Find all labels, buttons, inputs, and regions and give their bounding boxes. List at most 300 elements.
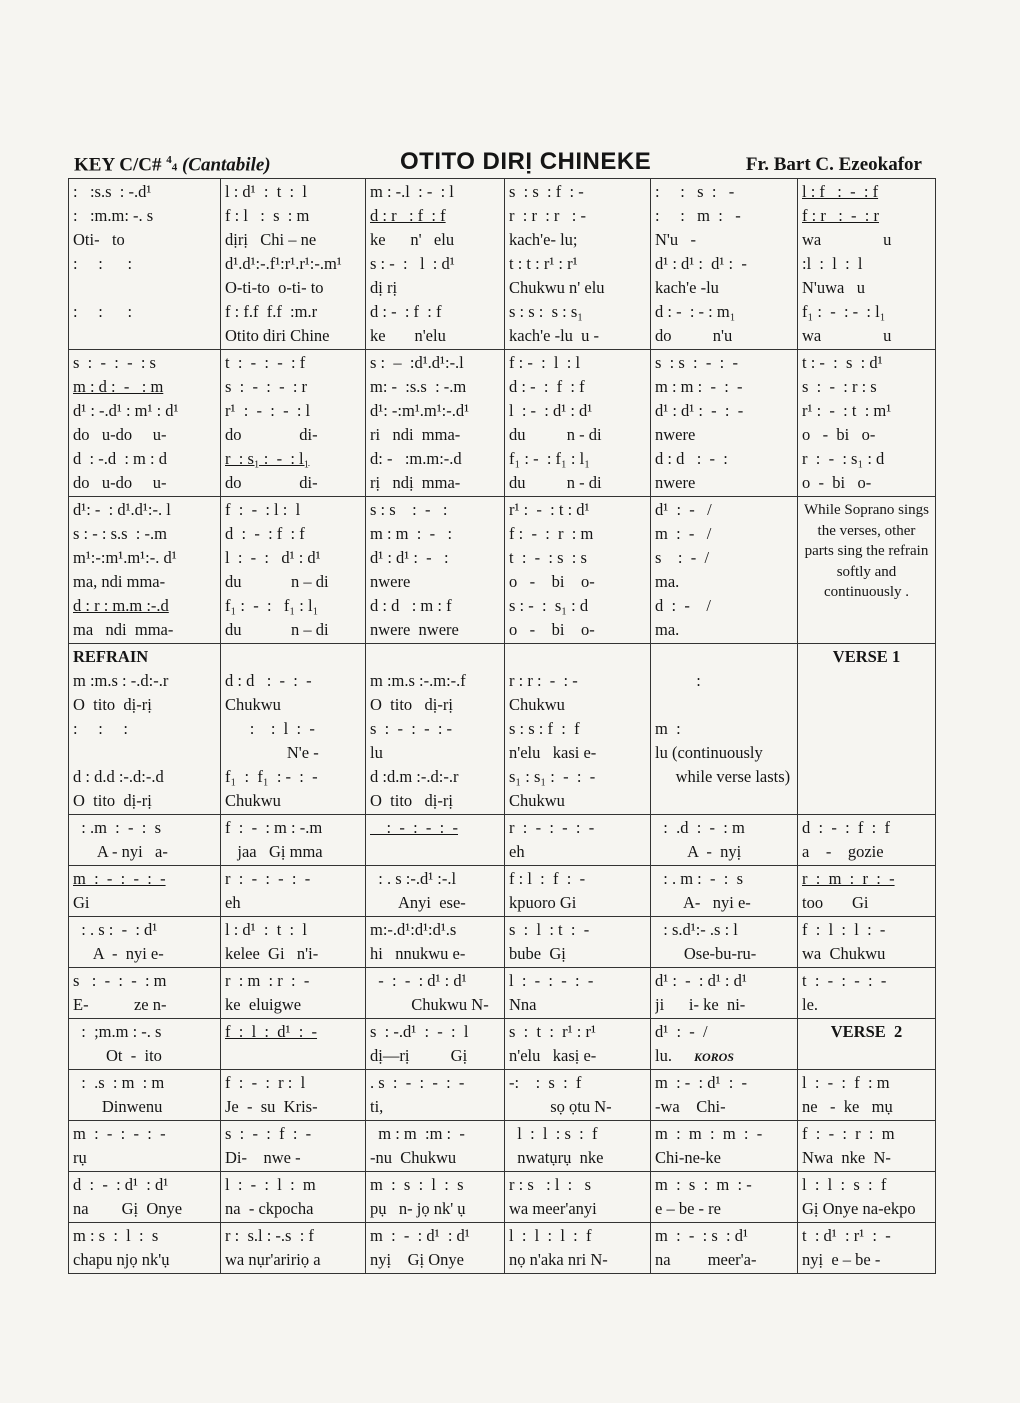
score-cell [798,1070,936,1121]
score-row [69,1019,936,1070]
solfa-line: s : - : - : r [225,377,308,396]
score-cell [221,1019,366,1070]
solfa-line: : :s.s : -.d¹ [73,182,152,201]
solfa-line: m : m : m : - [655,1124,763,1143]
solfa-line: du n - di [509,473,602,492]
solfa-line: : . s :-.d¹ :-.l [370,869,457,888]
section-heading: REFRAIN [73,647,149,666]
solfa-line: m : - : d¹ : - [655,1073,748,1092]
solfa-line: Di- nwe - [225,1148,301,1167]
score-cell [69,1070,221,1121]
solfa-line: d¹ : -.d¹ : m¹ : d¹ [73,401,179,420]
solfa-line [370,645,500,669]
solfa-line: wa nụr'aririọ a [225,1250,321,1269]
score-cell [651,350,798,497]
score-cell [505,815,651,866]
score-cell [505,1223,651,1274]
solfa-line: f : - : r : m [509,524,594,543]
solfa-line: . s : - : - : - [370,1073,465,1092]
score-cell [505,1070,651,1121]
solfa-line: : : m : - [655,206,741,225]
solfa-line: Chukwu [509,791,565,810]
score-cell [221,1121,366,1172]
solfa-line: f : l : d¹ : - [225,1022,318,1041]
solfa-line: r¹ : - : t : m¹ [802,401,892,420]
solfa-line: wa u [802,326,892,345]
score-cell [69,1223,221,1274]
score-cell [221,968,366,1019]
score-cell [651,1070,798,1121]
score-cell [69,866,221,917]
solfa-line: s : - : s₁ : d [509,596,589,615]
solfa-line: : .s : m : m [73,1073,165,1092]
solfa-line: s : s : - : [370,500,448,519]
solfa-line [73,324,216,348]
solfa-line: f : l : f : - [509,869,586,888]
solfa-line: rụ [73,1148,87,1167]
score-cell [798,350,936,497]
solfa-line: Gị Onye na-ekpo [802,1199,916,1218]
solfa-line: O tito dị-rị [73,695,152,714]
solfa-line: A- nyi e- [655,893,751,912]
solfa-line: kelee Gi n'i- [225,944,319,963]
solfa-line: d¹ : d¹ : - : [370,548,449,567]
solfa-line: n'elu kasị e- [509,1046,597,1065]
solfa-line: m¹:-:m¹.m¹:-. d¹ [73,548,177,567]
solfa-line: while verse lasts) [655,767,791,786]
solfa-line: d :d.m :-.d:-.r [370,767,459,786]
solfa-line: m: - :s.s : -.m [370,377,467,396]
solfa-line: m : s : m : - [655,1175,752,1194]
score-row [69,1121,936,1172]
solfa-line: A - nyị [655,842,742,861]
solfa-line: ke n'elu [370,326,446,345]
solfa-line: s : - : s.s : -.m [73,524,167,543]
solfa-line: du n – di [225,620,329,639]
solfa-line: : : : [73,302,133,321]
solfa-line: l : d¹ : t : l [225,920,307,939]
solfa-line: : : : [73,254,133,273]
solfa-line: f : - : r : l [225,1073,306,1092]
score-row [69,1172,936,1223]
solfa-line: lu. KOROS [655,1046,734,1065]
solfa-line: l : l : s : f [509,1124,598,1143]
solfa-line: f₁ : - : f₁ : l₁ [509,449,590,468]
solfa-line: Chukwu [509,695,565,714]
solfa-line: r : - : - : - [509,818,595,837]
solfa-line: Dinwenu [73,1097,163,1116]
solfa-line: kach'e -lu [655,278,719,297]
score-row [69,866,936,917]
score-cell [651,1223,798,1274]
solfa-line: wa Chukwu [802,944,886,963]
solfa-line: r : s.l : -.s : f [225,1226,314,1245]
solfa-line: d : d : - : - [225,671,312,690]
solfa-line: do di- [225,473,318,492]
solfa-line: m : m : - : - [655,377,743,396]
solfa-line: O tito dị-rị [73,791,152,810]
section-heading: VERSE 1 [832,647,901,666]
solfa-line: d : r : f : f [370,206,446,225]
solfa-line: m : - : - : - [73,1124,166,1143]
solfa-line: do u-do u- [73,425,167,444]
score-row [69,350,936,497]
solfa-line: l : l : l : f [509,1226,592,1245]
score-cell [69,644,221,815]
score-cell [221,179,366,350]
score-cell [651,1121,798,1172]
solfa-line: dị rị [370,278,398,297]
solfa-line: dịrị Chi – ne [225,230,317,249]
solfa-line: f₁ : - : - : l₁ [802,302,886,321]
score-cell [221,815,366,866]
score-cell [366,497,505,644]
solfa-line: eh [509,842,525,861]
solfa-line: f : - : l : l [225,500,301,519]
solfa-line: d : d.d :-.d:-.d [73,767,164,786]
score-cell [221,350,366,497]
solfa-line: s : - : r : s [802,377,877,396]
solfa-line: Nna [509,995,537,1014]
solfa-line: ma ndi mma- [73,620,174,639]
solfa-line [509,645,646,669]
solfa-line: t : - : - : f [225,353,306,372]
score-cell [69,968,221,1019]
solfa-line: s : s : f : f [509,719,580,738]
solfa-line: m : - : - : - [73,869,166,888]
score-cell [798,497,936,644]
score-cell [651,1019,798,1070]
solfa-line: f : - : r : m [802,1124,895,1143]
solfa-line: n'elu kasi e- [509,743,597,762]
solfa-line: f : f.f f.f :m.r [225,302,318,321]
score-cell [798,866,936,917]
solfa-line: s : l : t : - [509,920,590,939]
score-cell [366,1019,505,1070]
solfa-line: : : l : - [225,719,315,738]
score-cell [651,179,798,350]
score-cell [651,815,798,866]
score-cell [798,1121,936,1172]
solfa-line: : .m : - : s [73,818,162,837]
score-cell [505,497,651,644]
solfa-line: m :m.s : -.d:-.r [73,671,169,690]
solfa-line: Otito diri Chine [225,326,330,345]
solfa-line: d : - : f : f [225,524,305,543]
solfa-line: Chukwu n' elu [509,278,605,297]
score-row [69,1070,936,1121]
solfa-line: l : - : d¹ : d¹ [509,401,593,420]
score-cell [221,644,366,815]
solfa-line: s : - : f : - [225,1124,312,1143]
score-cell [651,644,798,815]
solfa-line [225,645,361,669]
solfa-line: t : - : - : - [802,971,887,990]
solfa-line: N'u - [655,230,697,249]
solfa-line: nwere [655,473,696,492]
solfa-line: -: : s : f [509,1073,582,1092]
score-cell [505,350,651,497]
section-heading: VERSE 2 [830,1022,903,1041]
solfa-line: d¹.d¹:-.f¹:r¹.r¹:-.m¹ [225,254,342,273]
solfa-line: m : - : s : d¹ [655,1226,748,1245]
solfa-line [73,276,216,300]
solfa-line: r : r : - : - [509,671,578,690]
solfa-line: : . s : - : d¹ [73,920,158,939]
score-cell [221,917,366,968]
solfa-line: Gi [73,893,90,912]
solfa-line: s : t : r¹ : r¹ [509,1022,596,1041]
solfa-line: d¹ : d¹ : d¹ : - [655,254,747,273]
solfa-line: r : - : s₁ : d [802,449,885,468]
solfa-line: - : - : d¹ : d¹ [370,971,467,990]
score-cell [505,917,651,968]
solfa-line: Ose-bu-ru- [655,944,757,963]
solfa-line: m : [655,719,681,738]
solfa-line: -wa Chi- [655,1097,726,1116]
solfa-line: jaa Gị mma [225,842,323,861]
solfa-line: O-ti-to o-ti- to [225,278,324,297]
solfa-line: dị—rị Gị [370,1046,468,1065]
solfa-line: Chukwu N- [370,995,489,1014]
solfa-line: : .d : - : m [655,818,745,837]
score-cell [798,968,936,1019]
solfa-line: l : l : s : f [802,1175,887,1194]
solfa-line: N'e - [225,743,319,762]
score-cell [366,866,505,917]
solfa-line: Anyi ese- [370,893,466,912]
solfa-line: e – be - re [655,1199,721,1218]
solfa-line: m : - : d¹ : d¹ [370,1226,470,1245]
solfa-line: hi nnukwu e- [370,944,466,963]
solfa-line: nwatụrụ nke [509,1148,604,1167]
score-cell [651,497,798,644]
solfa-line: lu [370,743,383,762]
solfa-line: m : - / [655,524,712,543]
solfa-line: o - bi o- [509,620,595,639]
score-cell [221,1223,366,1274]
solfa-line: m : m : - : [370,524,453,543]
solfa-line: ri ndi mma- [370,425,461,444]
solfa-line: wa u [802,230,892,249]
score-cell [505,1019,651,1070]
solfa-line: f₁ : f₁ : - : - [225,767,318,786]
score-cell [366,1172,505,1223]
score-cell [798,179,936,350]
score-cell [366,350,505,497]
solfa-line: s : - / [655,548,710,567]
solfa-line: na - ckpocha [225,1199,314,1218]
solfa-line: kach'e- lu; [509,230,578,249]
header [72,146,934,180]
score-cell [366,1223,505,1274]
solfa-line: ke eluigwe [225,995,302,1014]
solfa-line: : : : [73,719,129,738]
solfa-line: s : s : - : - [655,353,738,372]
score-cell [798,644,936,815]
solfa-line: too Gi [802,893,869,912]
solfa-line: le. [802,995,819,1014]
score-cell [798,1172,936,1223]
solfa-line: r¹ : - : t : d¹ [509,500,590,519]
solfa-line: m : d : - : m [73,377,164,396]
solfa-line: ti, [370,1097,384,1116]
solfa-line: wa meer'anyi [509,1199,597,1218]
solfa-line: na Gị Onye [73,1199,183,1218]
solfa-line: ma. [655,620,680,639]
score-row [69,497,936,644]
score-row [69,968,936,1019]
score-cell [366,815,505,866]
solfa-line: r : r : r : - [509,206,586,225]
solfa-line: d¹: -:m¹.m¹:-.d¹ [370,401,470,420]
solfa-line: d : - : f : f [370,302,442,321]
score-cell [798,815,936,866]
solfa-line: d¹ : - / [655,1022,708,1041]
solfa-line: ma. [655,572,680,591]
solfa-line: f : l : s : m [225,206,310,225]
solfa-line: f₁ : - : f₁ : l₁ [225,596,319,615]
solfa-line: d : - : d¹ : d¹ [73,1175,169,1194]
score-cell [69,815,221,866]
solfa-line: : s.d¹:- .s : l [655,920,738,939]
solfa-line: O tito dị-rị [370,791,453,810]
solfa-line: d : d : - : [655,449,728,468]
solfa-line: A - nyi e- [73,944,164,963]
solfa-line: do di- [225,425,318,444]
score-cell [221,1172,366,1223]
solfa-line: sọ ọtu N- [509,1097,612,1116]
koros-label: KOROS [693,1050,734,1064]
solfa-line: d : - : - : m₁ [655,302,736,321]
solfa-line: : ;m.m : -. s [73,1022,162,1041]
score-cell [366,917,505,968]
score-cell [69,917,221,968]
solfa-line: l : - : - : - [509,971,594,990]
solfa-line: d¹: - : d¹.d¹:-. l [73,500,171,519]
score-cell [366,179,505,350]
solfa-line [655,645,793,669]
solfa-line: s : – :d¹.d¹:-.l [370,353,464,372]
solfa-line: d¹ : - : d¹ : d¹ [655,971,747,990]
solfa-line: ma, ndi mma- [73,572,166,591]
score-cell [69,350,221,497]
score-row [69,179,936,350]
score-cell [798,1223,936,1274]
solfa-line: r : - : - : - [225,869,311,888]
solfa-line: s : s : f : - [509,182,584,201]
solfa-line: s : s : s : s₁ [509,302,584,321]
score-cell [505,866,651,917]
solfa-line: nyị e – be - [802,1250,881,1269]
solfa-line: Chukwu [225,791,281,810]
solfa-line: o - bi o- [802,425,876,444]
solfa-line: r : m : r : - [802,869,895,888]
solfa-line [655,693,793,717]
solfa-line: du n – di [225,572,329,591]
solfa-line: nwere [370,572,411,591]
solfa-line: -nu Chukwu [370,1148,457,1167]
solfa-line: : [655,671,701,690]
solfa-line: d¹ : - / [655,500,712,519]
solfa-line: : :m.m: -. s [73,206,154,225]
solfa-line: Oti- to [73,230,125,249]
solfa-line: kpuoro Gi [509,893,577,912]
solfa-line: d : - / [655,596,711,615]
solfa-line: O tito dị-rị [370,695,453,714]
solfa-line: E- ze n- [73,995,167,1014]
solfa-line: nyị Gị Onye [370,1250,464,1269]
score-cell [505,968,651,1019]
solfa-line: kach'e -lu u - [509,326,600,345]
score-row [69,644,936,815]
solfa-line: Ot - ito [73,1046,162,1065]
solfa-line: ne - ke mụ [802,1097,893,1116]
solfa-line: l : - : l : m [225,1175,316,1194]
solfa-line: m : m :m : - [370,1124,465,1143]
solfa-line: Je - su Kris- [225,1097,318,1116]
solfa-line: r¹ : - : - : l [225,401,311,420]
solfa-line: l : d¹ : t : l [225,182,307,201]
solfa-line: ji i- ke ni- [655,995,746,1014]
solfa-line: m : -.l : - : l [370,182,454,201]
score-row [69,815,936,866]
solfa-line: r : s : l : s [509,1175,592,1194]
score-cell [69,1121,221,1172]
score-cell [69,1172,221,1223]
score-cell [366,644,505,815]
solfa-line: t : - : s : s [509,548,587,567]
solfa-score-table [68,178,936,1274]
score-cell [366,1070,505,1121]
solfa-line: pụ n- jọ nk' ụ [370,1199,466,1218]
solfa-line: s : - : - : m [73,971,167,990]
score-cell [221,497,366,644]
key-signature: KEY C/C# $^4$4 (Cantabile) [74,154,271,176]
solfa-line: m :m.s :-.m:-.f [370,671,466,690]
solfa-line: :l : l : l [802,254,863,273]
solfa-line: o - bi o- [802,473,872,492]
solfa-line: o - bi o- [509,572,595,591]
solfa-line: s : -.d¹ : - : l [370,1022,469,1041]
solfa-line: : . m : - : s [655,869,744,888]
solfa-line: du n - di [509,425,602,444]
score-cell [69,1019,221,1070]
solfa-line: d : -.d : m : d [73,449,167,468]
score-cell [505,179,651,350]
solfa-line: rị ndị mma- [370,473,461,492]
solfa-line: d : d : m : f [370,596,452,615]
solfa-line: : - : - : - [370,818,458,837]
score-row [69,917,936,968]
solfa-line [73,741,216,765]
song-title: OTITO DIRỊ CHINEKE [400,148,652,175]
score-cell [798,917,936,968]
score-cell [221,1070,366,1121]
solfa-line: bube Gị [509,944,566,963]
solfa-line: : : s : - [655,182,735,201]
solfa-line: lu (continuously [655,743,763,762]
solfa-line: m : s : l : s [73,1226,159,1245]
solfa-line: l : - : f : m [802,1073,890,1092]
solfa-line: nọ n'aka nri N- [509,1250,608,1269]
solfa-line: nwere nwere [370,620,459,639]
score-cell [69,497,221,644]
solfa-line: m : s : l : s [370,1175,464,1194]
solfa-line: l : f : - : f [802,182,879,201]
solfa-line: m:-.d¹:d¹:d¹.s [370,920,457,939]
solfa-line: r : m : r : - [225,971,310,990]
